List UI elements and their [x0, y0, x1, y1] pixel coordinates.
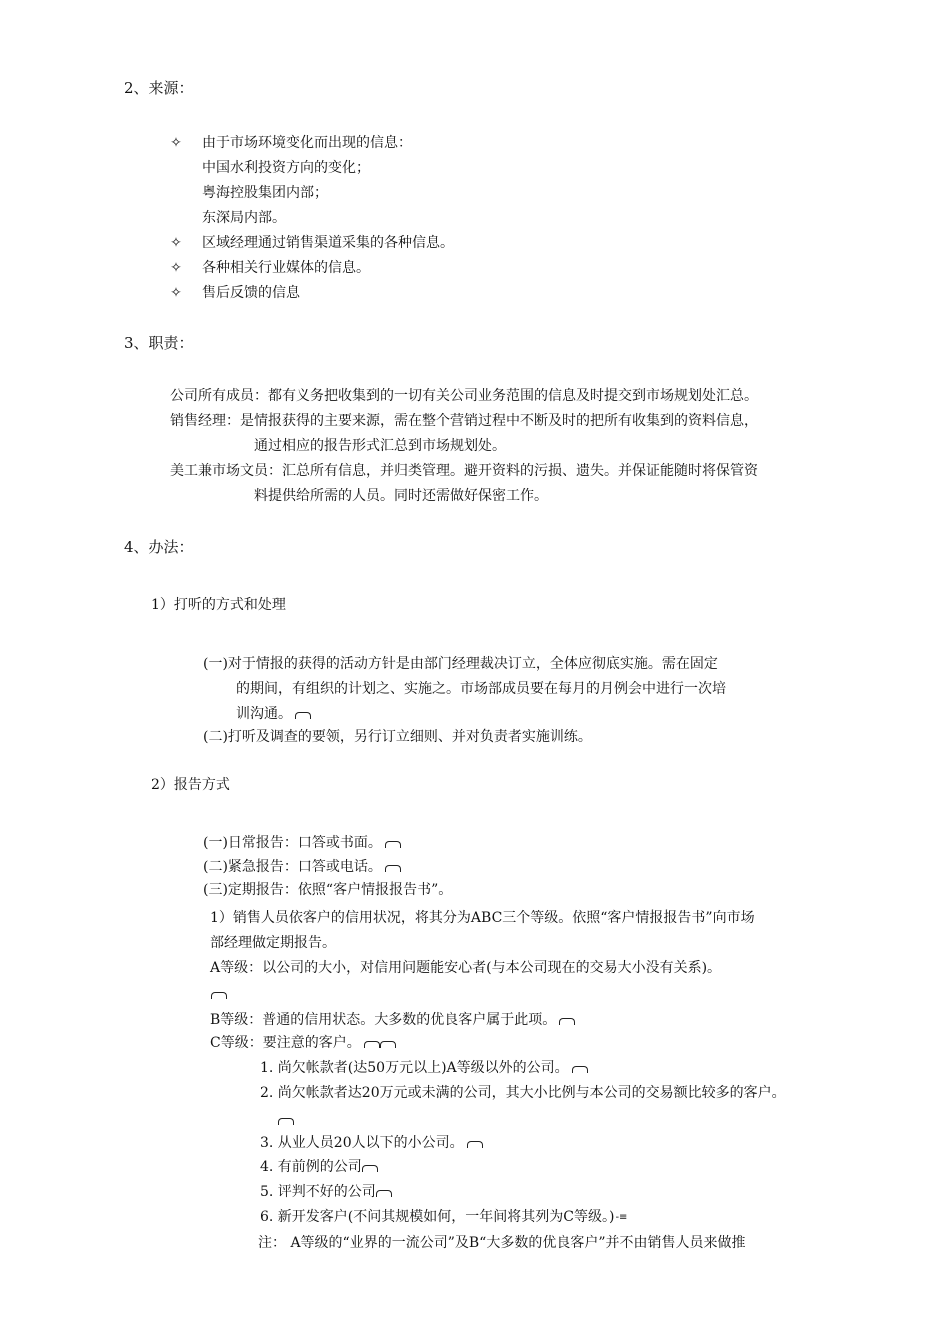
duty-line: 美工兼市场文员：汇总所有信息，并归类管理。避开资料的污损、遗失。并保证能随时将保管资 — [170, 463, 758, 479]
duty-line-continued: 料提供给所需的人员。同时还需做好保密工作。 — [254, 488, 548, 504]
paragraph-mark-icon: -≡ — [615, 1212, 628, 1223]
note-line: 注： A等级的“业界的一流公司”及B“大多数的优良客户”并不由销售人员来做推 — [258, 1235, 746, 1251]
paragraph-mark-icon — [364, 1041, 380, 1048]
section-heading-duties: 3、职责： — [124, 334, 194, 352]
method-line: 的期间，有组织的计划之、实施之。市场部成员要在每月的月例会中进行一次培 — [236, 681, 726, 697]
grade-line: A等级：以公司的大小，对信用问题能安心者(与本公司现在的交易大小没有关系)。 — [210, 960, 722, 976]
grade-line: B等级：普通的信用状态。大多数的优良客户属于此项。 — [210, 1010, 575, 1030]
paragraph-mark-icon — [385, 841, 401, 848]
numbered-item: 2. 尚欠帐款者达20万元或未满的公司，其大小比例与本公司的交易额比较多的客户。 — [260, 1085, 786, 1101]
source-item: 区域经理通过销售渠道采集的各种信息。 — [202, 235, 454, 251]
paragraph-mark-icon — [278, 1118, 294, 1125]
source-item: 由于市场环境变化而出现的信息： — [202, 135, 412, 151]
report-line: (三)定期报告：依照“客户情报报告书”。 — [203, 882, 453, 898]
source-subitem: 中国水利投资方向的变化； — [202, 160, 370, 176]
method-line: (二)打听及调查的要领，另行订立细则、并对负责者实施训练。 — [203, 729, 592, 745]
duty-line: 公司所有成员：都有义务把收集到的一切有关公司业务范围的信息及时提交到市场规划处汇总。 — [170, 388, 758, 404]
paragraph-mark-icon — [385, 865, 401, 872]
numbered-item: 3. 从业人员20人以下的小公司。 — [260, 1133, 483, 1153]
subsection-title: 2）报告方式 — [151, 777, 230, 793]
section-heading-methods: 4、办法： — [124, 538, 194, 556]
report-line: (二)紧急报告：口答或电话。 — [203, 857, 401, 877]
diamond-bullet-icon: ✧ — [170, 285, 182, 301]
numbered-item: 5. 评判不好的公司 — [260, 1182, 392, 1202]
paragraph-mark-icon — [362, 1165, 378, 1172]
paragraph-mark-icon — [295, 712, 311, 719]
paragraph-mark-icon — [380, 1041, 396, 1048]
diamond-bullet-icon: ✧ — [170, 260, 182, 276]
diamond-bullet-icon: ✧ — [170, 235, 182, 251]
source-subitem: 东深局内部。 — [202, 210, 286, 226]
method-line: 训沟通。 — [236, 704, 311, 724]
source-item: 售后反馈的信息 — [202, 285, 300, 301]
section-heading-source: 2、来源： — [124, 79, 194, 97]
numbered-item: 1. 尚欠帐款者(达50万元以上)A等级以外的公司。 — [260, 1058, 588, 1078]
method-line: (一)对于情报的获得的活动方针是由部门经理裁决订立，全体应彻底实施。需在固定 — [203, 656, 718, 672]
paragraph-mark-icon — [211, 992, 227, 999]
source-subitem: 粤海控股集团内部； — [202, 185, 328, 201]
report-line: (一)日常报告：口答或书面。 — [203, 833, 401, 853]
duty-line: 销售经理：是情报获得的主要来源，需在整个营销过程中不断及时的把所有收集到的资料信息， — [170, 413, 758, 429]
report-line: 1）销售人员依客户的信用状况，将其分为ABC三个等级。依照“客户情报报告书”向市场 — [210, 910, 755, 926]
paragraph-mark-icon — [467, 1141, 483, 1148]
grade-line: C等级：要注意的客户。 — [210, 1033, 396, 1053]
numbered-item: 6. 新开发客户(不问其规模如何，一年间将其列为C等级。)-≡ — [260, 1209, 628, 1225]
duty-line-continued: 通过相应的报告形式汇总到市场规划处。 — [254, 438, 506, 454]
paragraph-mark-icon — [572, 1066, 588, 1073]
report-line: 部经理做定期报告。 — [210, 935, 336, 951]
paragraph-mark-icon — [559, 1018, 575, 1025]
source-item: 各种相关行业媒体的信息。 — [202, 260, 370, 276]
paragraph-mark-icon — [376, 1190, 392, 1197]
numbered-item: 4. 有前例的公司 — [260, 1157, 378, 1177]
diamond-bullet-icon: ✧ — [170, 135, 182, 151]
subsection-title: 1）打听的方式和处理 — [151, 597, 286, 613]
